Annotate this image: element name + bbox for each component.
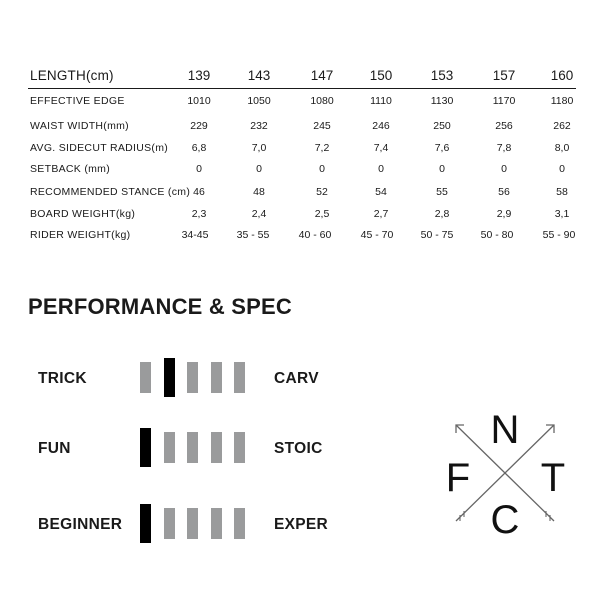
length-col-150: 150	[369, 68, 393, 83]
length-col-143: 143	[247, 68, 271, 83]
row-value: 50 - 80	[480, 229, 514, 241]
row-value: 1130	[430, 95, 454, 107]
scale-segment	[164, 432, 175, 463]
row-value: 1170	[492, 95, 516, 107]
row-value: 229	[190, 120, 208, 132]
row-value: 52	[316, 186, 328, 198]
row-value: 0	[439, 163, 445, 175]
scale-left-label: BEGINNER	[38, 516, 123, 533]
scale-segment	[211, 432, 222, 463]
scale-segment	[211, 362, 222, 393]
length-col-157: 157	[492, 68, 516, 83]
row-value: 256	[495, 120, 513, 132]
row-value: 8,0	[554, 142, 570, 154]
scale-segment	[234, 432, 245, 463]
row-value: 262	[553, 120, 571, 132]
row-value: 50 - 75	[420, 229, 454, 241]
row-value: 46	[193, 186, 205, 198]
row-value: 7,6	[434, 142, 450, 154]
row-label: RIDER WEIGHT(kg)	[30, 229, 131, 241]
row-label: AVG. SIDECUT RADIUS(m)	[30, 142, 169, 154]
row-value: 0	[256, 163, 262, 175]
row-value: 246	[372, 120, 390, 132]
row-label: WAIST WIDTH(mm)	[30, 120, 129, 132]
row-value: 250	[433, 120, 451, 132]
row-value: 0	[378, 163, 384, 175]
row-label: EFFECTIVE EDGE	[30, 95, 125, 107]
table-row	[0, 161, 600, 183]
row-value: 7,0	[251, 142, 267, 154]
header-divider	[28, 88, 576, 89]
row-value: 2,5	[314, 208, 330, 220]
scale-segment	[211, 508, 222, 539]
row-value: 55	[436, 186, 448, 198]
row-value: 2,8	[434, 208, 450, 220]
row-value: 0	[559, 163, 565, 175]
row-value: 1080	[310, 95, 334, 107]
scale-segment	[140, 362, 151, 393]
row-value: 0	[319, 163, 325, 175]
row-value: 245	[313, 120, 331, 132]
scale-left-label: FUN	[38, 440, 71, 457]
row-label: BOARD WEIGHT(kg)	[30, 208, 136, 220]
table-row	[0, 140, 600, 162]
row-value: 7,8	[496, 142, 512, 154]
fntc-compass-logo	[430, 405, 580, 540]
row-value: 56	[498, 186, 510, 198]
logo-letter-top: N	[490, 408, 520, 452]
scale-segment	[187, 508, 198, 539]
scale-right-label: CARV	[274, 370, 319, 387]
scale-segment	[164, 508, 175, 539]
row-value: 40 - 60	[298, 229, 332, 241]
scale-indicator-active	[140, 504, 151, 543]
row-value: 1180	[550, 95, 574, 107]
length-col-147: 147	[310, 68, 334, 83]
logo-letter-bottom: C	[490, 498, 520, 540]
scale-left-label: TRICK	[38, 370, 87, 387]
row-value: 7,2	[314, 142, 330, 154]
row-value: 0	[501, 163, 507, 175]
row-value: 48	[253, 186, 265, 198]
row-value: 58	[556, 186, 568, 198]
row-value: 1110	[370, 95, 392, 107]
scale-segment	[187, 362, 198, 393]
logo-letter-right: T	[540, 456, 566, 500]
logo-letter-left: F	[445, 456, 471, 500]
length-col-153: 153	[430, 68, 454, 83]
row-label: RECOMMENDED STANCE (cm)	[30, 186, 191, 198]
performance-title: PERFORMANCE & SPEC	[28, 294, 292, 319]
row-value: 45 - 70	[360, 229, 394, 241]
row-value: 6,8	[191, 142, 207, 154]
scale-segment	[234, 508, 245, 539]
row-label: SETBACK (mm)	[30, 163, 111, 175]
scale-indicator-active	[164, 358, 175, 397]
compass-logo-graphic	[430, 405, 580, 540]
row-value: 2,4	[251, 208, 267, 220]
row-value: 2,9	[496, 208, 512, 220]
row-value: 0	[196, 163, 202, 175]
table-row	[0, 206, 600, 228]
row-value: 7,4	[373, 142, 389, 154]
spec-table-header	[0, 64, 600, 88]
scale-segment	[187, 432, 198, 463]
row-value: 2,3	[191, 208, 207, 220]
row-value: 232	[250, 120, 268, 132]
row-value: 1050	[247, 95, 271, 107]
length-col-139: 139	[187, 68, 211, 83]
length-col-160: 160	[550, 68, 574, 83]
row-value: 55 - 90	[542, 229, 576, 241]
row-value: 3,1	[554, 208, 570, 220]
scale-segment	[234, 362, 245, 393]
row-value: 1010	[187, 95, 211, 107]
scale-indicator-active	[140, 428, 151, 467]
row-value: 35 - 55	[236, 229, 270, 241]
row-value: 2,7	[373, 208, 389, 220]
row-value: 34-45	[181, 229, 209, 241]
scale-right-label: STOIC	[274, 440, 323, 457]
scale-right-label: EXPER	[274, 516, 329, 533]
scale-trick-carv	[0, 358, 600, 404]
table-row	[0, 227, 600, 249]
row-value: 54	[375, 186, 387, 198]
table-row	[0, 118, 600, 140]
table-row	[0, 184, 600, 206]
table-row	[0, 93, 600, 115]
length-header-label: LENGTH(cm)	[30, 68, 114, 83]
